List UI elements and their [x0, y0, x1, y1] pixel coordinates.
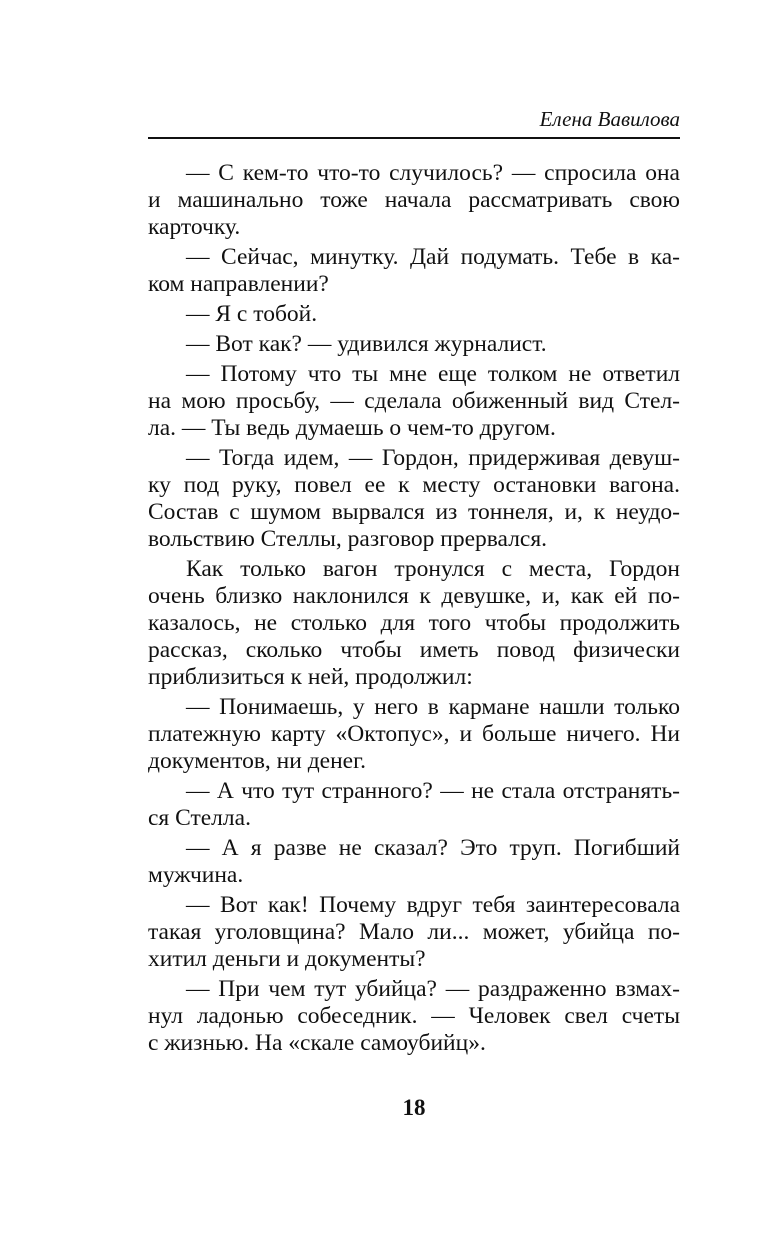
text-line: мужчина. — [148, 862, 244, 888]
text-line: нул ладонью собеседник. — Человек свел счеты — [148, 1003, 680, 1029]
text-line: хитил деньги и документы? — [148, 946, 426, 972]
running-head-author: Елена Вавилова — [539, 107, 680, 131]
text-line: ком направлении? — [148, 271, 329, 297]
text-line: вольствию Стеллы, разговор прервался. — [148, 526, 548, 552]
text-line: документов, ни денег. — [148, 748, 366, 774]
text-line: — Потому что ты мне еще толком не ответил — [186, 361, 680, 387]
text-line: очень близко наклонился к девушке, и, как ей по- — [148, 583, 680, 609]
text-line: — Понимаешь, у него в кармане нашли только — [186, 694, 680, 720]
text-line: с жизнью. На «скале самоубийц». — [148, 1030, 486, 1056]
text-line: такая уголовщина? Мало ли... может, убийца по- — [148, 919, 680, 945]
text-line: — Тогда идем, — Гордон, придерживая девуш- — [186, 445, 680, 471]
text-line: ся Стелла. — [148, 805, 251, 831]
header-rule — [148, 137, 680, 139]
text-line: — А что тут странного? — не стала отстранять- — [186, 778, 680, 804]
text-line: — С кем-то что-то случилось? — спросила она — [186, 160, 680, 186]
text-line: платежную карту «Октопус», и больше ничего. Ни — [148, 721, 680, 747]
text-line: — А я разве не сказал? Это труп. Погибший — [186, 835, 680, 861]
text-line: и машинально тоже начала рассматривать свою — [148, 187, 680, 213]
page-number: 18 — [402, 1095, 426, 1120]
text-line: ла. — Ты ведь думаешь о чем-то другом. — [148, 415, 556, 441]
text-line: на мою просьбу, — сделала обиженный вид Стел- — [148, 388, 680, 414]
text-line: — При чем тут убийца? — раздраженно взмах- — [186, 976, 680, 1002]
text-line: — Вот как? — удивился журналист. — [186, 331, 547, 357]
text-line: рассказ, сколько чтобы иметь повод физически — [148, 637, 680, 663]
text-line: ку под руку, повел ее к месту остановки вагона. — [148, 472, 680, 498]
text-line: — Сейчас, минутку. Дай подумать. Тебе в ка- — [186, 244, 680, 270]
text-line: приблизиться к ней, продолжил: — [148, 664, 473, 690]
text-line: Как только вагон тронулся с места, Гордон — [186, 556, 680, 582]
text-line: карточку. — [148, 214, 241, 240]
text-line: казалось, не столько для того чтобы продолжить — [148, 610, 680, 636]
text-line: — Вот как! Почему вдруг тебя заинтересовала — [186, 892, 680, 918]
text-line: Состав с шумом вырвался из тоннеля, и, к неудо- — [148, 499, 680, 525]
text-line: — Я с тобой. — [186, 301, 318, 327]
body-text — [148, 160, 680, 1057]
